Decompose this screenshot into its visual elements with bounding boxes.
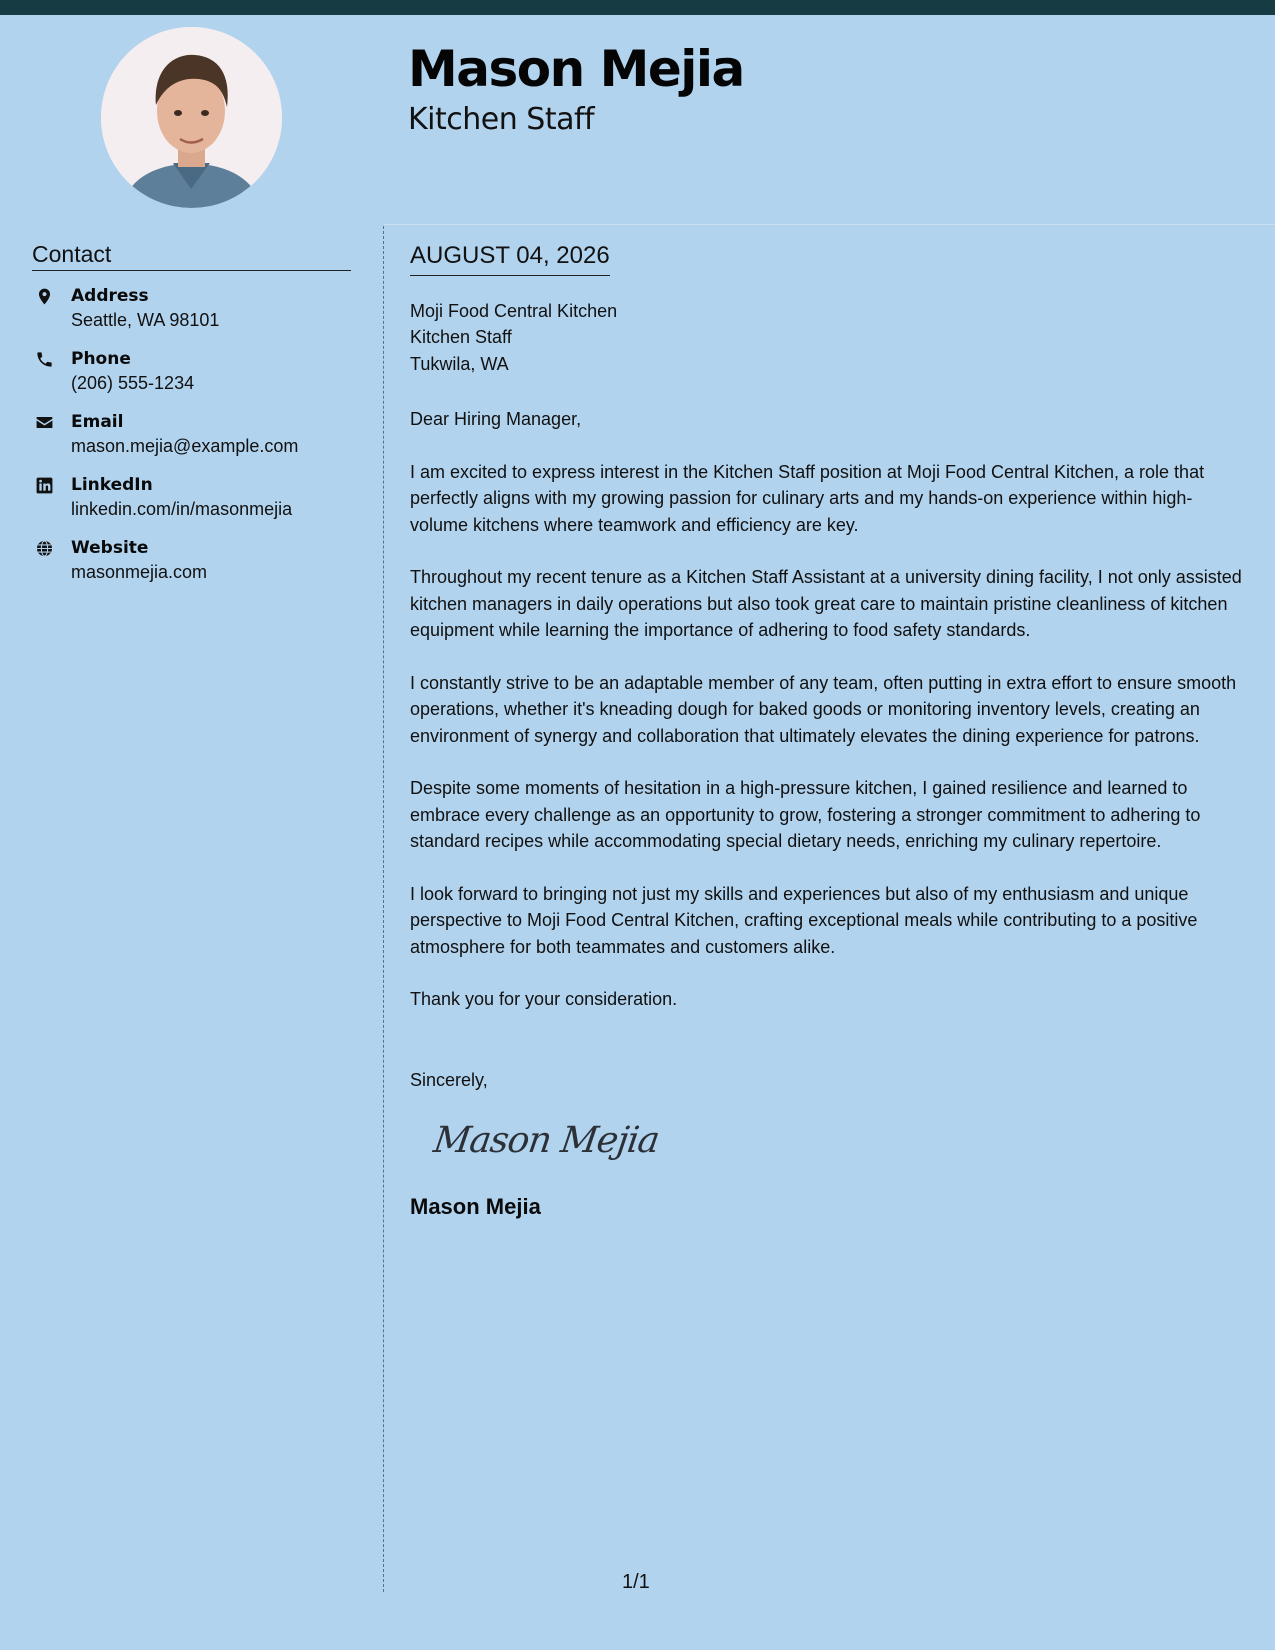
contact-item-linkedin <box>32 473 362 536</box>
address-value: Seattle, WA 98101 <box>71 310 220 330</box>
applicant-job-title: Kitchen Staff <box>408 102 595 137</box>
contact-label: Phone <box>71 349 131 369</box>
contact-label: Address <box>71 286 149 306</box>
letter-paragraph: Despite some moments of hesitation in a high-pressure kitchen, I gained resilience and learned to embrace every challenge as an opportunity to grow, fostering a stronger commitment to adhering to standard recipes while accommodating special dietary needs, enriching my culinary repertoire. <box>410 778 1201 852</box>
applicant-name: Mason Mejia <box>408 40 744 98</box>
contact-label: Email <box>71 412 124 432</box>
contact-label: LinkedIn <box>71 475 153 495</box>
map-pin-icon <box>35 287 54 306</box>
email-value: mason.mejia@example.com <box>71 436 299 456</box>
recipient-location: Tukwila, WA <box>410 353 509 374</box>
thank-you-line: Thank you for your consideration. <box>410 989 678 1010</box>
website-value: masonmejia.com <box>71 562 208 582</box>
phone-icon <box>35 350 54 369</box>
signed-name: Mason Mejia <box>410 1194 541 1220</box>
contact-item-phone <box>32 347 362 410</box>
letter-paragraph: Throughout my recent tenure as a Kitchen Staff Assistant at a university dining facility, I not only assisted kitchen managers in daily operations but also took great care to maintain pristine cleanliness of kitchen equipment while learning the importance of adhering to food safety standards. <box>410 567 1242 641</box>
salutation: Dear Hiring Manager, <box>410 409 582 430</box>
contact-label: Website <box>71 538 149 558</box>
letter-paragraph: I constantly strive to be an adaptable member of any team, often putting in extra effort to ensure smooth operations, whether it's kneading dough for baked goods or monitoring inventory levels, creating an environment of synergy and collaboration that ultimately elevates the dining experience for patrons. <box>410 672 1237 746</box>
header-rule <box>384 224 1275 225</box>
contact-heading: Contact <box>32 241 351 271</box>
contact-list <box>32 284 362 599</box>
recipient-company: Moji Food Central Kitchen <box>410 300 618 321</box>
closing: Sincerely, <box>410 1069 488 1090</box>
letter-date: AUGUST 04, 2026 <box>410 242 610 276</box>
column-divider <box>383 226 384 1592</box>
envelope-icon <box>35 413 54 432</box>
recipient-block <box>410 298 1248 378</box>
letter-paragraph: I am excited to express interest in the Kitchen Staff position at Moji Food Central Kitchen, a role that perfectly aligns with my growing passion for culinary arts and my hands-on experience within high-volume kitchens where teamwork and efficiency are key. <box>410 461 1205 535</box>
globe-icon <box>35 539 54 558</box>
contact-item-address <box>32 284 362 347</box>
contact-item-email <box>32 410 362 473</box>
phone-value: (206) 555-1234 <box>71 373 195 393</box>
linkedin-value: linkedin.com/in/masonmejia <box>71 499 293 519</box>
profile-photo <box>101 27 282 208</box>
signature: Mason Mejia <box>431 1119 662 1161</box>
letter-body <box>410 242 1248 1220</box>
recipient-position: Kitchen Staff <box>410 327 512 348</box>
linkedin-icon <box>35 476 54 495</box>
letter-paragraph: I look forward to bringing not just my skills and experiences but also of my enthusiasm and unique perspective to Moji Food Central Kitchen, crafting exceptional meals while contributing to a positive atmosphere for both teammates and customers alike. <box>410 883 1198 957</box>
page-number: 1/1 <box>622 1571 650 1593</box>
top-bar <box>0 0 1275 15</box>
contact-item-website <box>32 536 362 599</box>
